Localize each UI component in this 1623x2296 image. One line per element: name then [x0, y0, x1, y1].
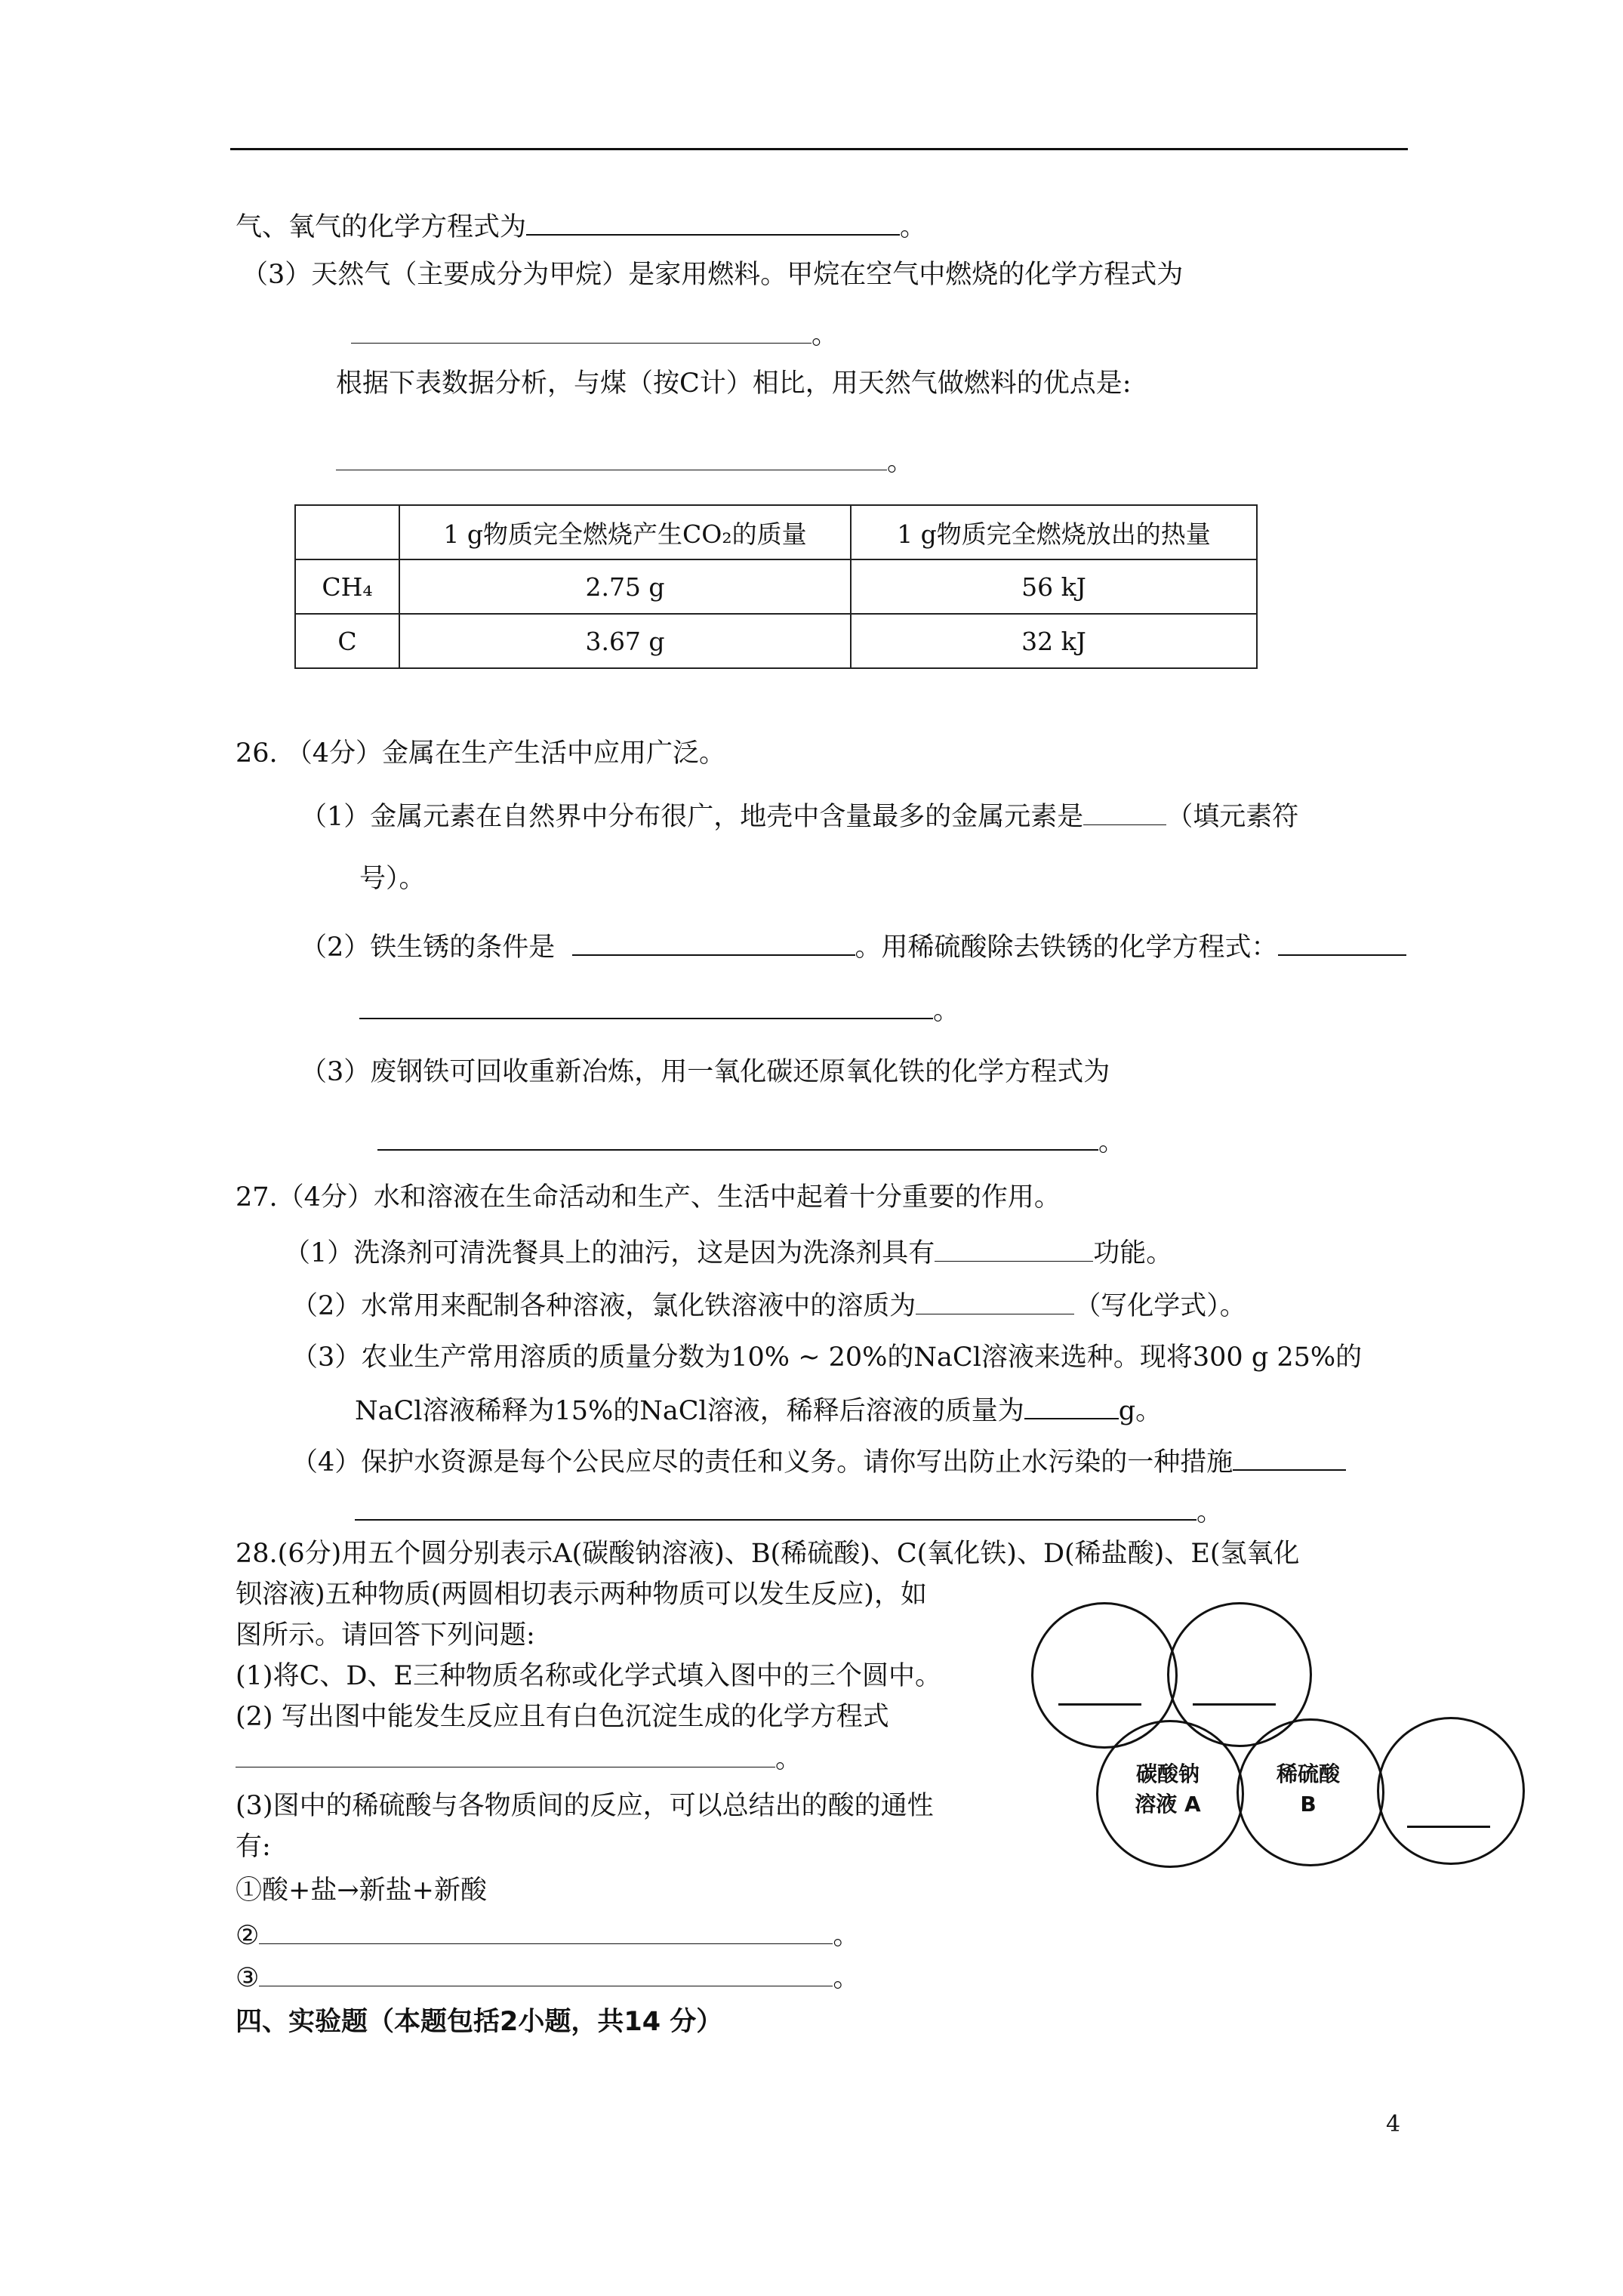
answer-blank[interactable]	[935, 1235, 1093, 1262]
q27-part2-text: （2）水常用来配制各种溶液，氯化铁溶液中的溶质为	[291, 1291, 916, 1321]
q27-part4-text: （4）保护水资源是每个公民应尽的责任和义务。请你写出防止水污染的一种措施	[291, 1447, 1233, 1478]
q28-line2	[236, 1578, 927, 1611]
q26-part1-cont	[359, 862, 426, 895]
q28-line4	[236, 1660, 941, 1693]
q28-item1	[236, 1874, 487, 1907]
answer-blank[interactable]	[916, 1288, 1074, 1314]
q26-title-text: 26. （4分）金属在生产生活中应用广泛。	[236, 738, 726, 769]
circle-answer-blank[interactable]	[1058, 1703, 1141, 1706]
q25-part3-text: （3）天然气（主要成分为甲烷）是家用燃料。甲烷在空气中燃烧的化学方程式为	[242, 260, 1184, 290]
q27-part3	[291, 1341, 1362, 1374]
table-cell: 32 kJ	[851, 614, 1257, 668]
q28-item2-marker: ②	[236, 1921, 260, 1951]
q26-part3-text: （3）废钢铁可回收重新冶炼，用一氧化碳还原氧化铁的化学方程式为	[300, 1057, 1110, 1087]
q25-analysis-text: 根据下表数据分析，与煤（按C计）相比，用天然气做燃料的优点是:	[336, 368, 1132, 399]
q28-item3	[236, 1960, 859, 1995]
q26-part1	[300, 799, 1298, 834]
q25-part3-answer	[351, 317, 838, 352]
q26-part2	[300, 929, 1406, 964]
table-header-cell	[295, 505, 399, 559]
q28-line6-text: (3)图中的稀硫酸与各物质间的反应，可以总结出的酸的通性	[236, 1791, 934, 1821]
table-header-cell: 1 g物质完全燃烧产生CO₂的质量	[399, 505, 851, 559]
answer-blank[interactable]	[377, 1123, 1098, 1151]
answer-blank[interactable]	[236, 1741, 775, 1767]
table-cell: C	[295, 614, 399, 668]
q27-part2	[291, 1288, 1246, 1323]
q26-part1-tail: （填元素符	[1166, 802, 1299, 832]
q27-part1	[284, 1235, 1172, 1270]
q28-line7-text: 有:	[236, 1832, 271, 1862]
circle-a-label	[1096, 1759, 1240, 1820]
header-rule	[230, 148, 1408, 150]
q27-part4-end: 。	[1196, 1497, 1224, 1527]
circle-b-label-line2: B	[1300, 1792, 1317, 1817]
circle-b-label-line1: 稀硫酸	[1276, 1761, 1340, 1786]
table-cell: 2.75 g	[399, 559, 851, 614]
q26-part3-end: 。	[1098, 1127, 1126, 1157]
page-number-text: 4	[1386, 2111, 1401, 2137]
q26-part2-text: （2）铁生锈的条件是	[300, 932, 556, 963]
q27-part3-text: （3）农业生产常用溶质的质量分数为10% ~ 20%的NaCl溶液来选种。现将300 g 25%的	[291, 1342, 1363, 1373]
q26-part3	[300, 1056, 1110, 1089]
q28-line1-text: 28.(6分)用五个圆分别表示A(碳酸钠溶液)、B(稀硫酸)、C(氧化铁)、D(稀盐酸)、E(氢氧化	[236, 1539, 1300, 1569]
q28-line3	[236, 1619, 535, 1652]
q28-line1	[236, 1537, 1300, 1570]
q27-part4-answer	[355, 1493, 1223, 1529]
answer-blank[interactable]	[259, 1960, 833, 1986]
q25-analysis-end: 。	[887, 447, 914, 477]
q27-title-text: 27.（4分）水和溶液在生命活动和生产、生活中起着十分重要的作用。	[236, 1182, 1061, 1213]
q25-line1	[236, 208, 926, 244]
q26-part3-answer	[377, 1123, 1125, 1159]
q28-line5-end: 。	[775, 1744, 802, 1774]
answer-blank[interactable]	[355, 1493, 1196, 1521]
section4-heading	[236, 2005, 722, 2039]
table-cell: 3.67 g	[399, 614, 851, 668]
answer-blank[interactable]	[1278, 929, 1406, 956]
table-cell: 56 kJ	[851, 559, 1257, 614]
q28-line5-text: (2) 写出图中能发生反应且有白色沉淀生成的化学方程式	[236, 1702, 889, 1732]
q25-part3	[242, 258, 1183, 291]
table-row	[295, 614, 1257, 668]
q26-title	[236, 737, 725, 770]
q28-line7	[236, 1830, 271, 1863]
q27-part1-tail: 功能。	[1093, 1238, 1173, 1268]
q26-part1-cont-text: 号）。	[359, 864, 426, 894]
q28-line4-text: (1)将C、D、E三种物质名称或化学式填入图中的三个圆中。	[236, 1661, 941, 1691]
q25-line1-text: 气、氧气的化学方程式为	[236, 212, 527, 242]
q25-analysis	[336, 367, 1132, 400]
q28-line6	[236, 1789, 934, 1823]
q27-part3-cont	[355, 1392, 1162, 1428]
answer-blank[interactable]	[1083, 799, 1166, 825]
q28-line3-text: 图所示。请回答下列问题:	[236, 1620, 535, 1650]
q27-part3-unit: g。	[1118, 1396, 1163, 1426]
q26-part2-end: 。	[933, 996, 960, 1026]
q28-line5-answer	[236, 1741, 802, 1776]
answer-blank[interactable]	[259, 1918, 833, 1944]
q28-item3-marker: ③	[236, 1963, 260, 1993]
circle-a-label-line2: 溶液 A	[1135, 1792, 1201, 1817]
page-number	[1386, 2108, 1400, 2141]
q28-line2-text: 钡溶液)五种物质(两圆相切表示两种物质可以发生反应)，如	[236, 1579, 927, 1610]
q27-part3-cont-text: NaCl溶液稀释为15%的NaCl溶液，稀释后溶液的质量为	[355, 1396, 1024, 1426]
q27-title	[236, 1181, 1061, 1214]
table-header-row	[295, 505, 1257, 559]
circle-answer-blank[interactable]	[1193, 1703, 1276, 1706]
q28-item3-end: 。	[833, 1963, 860, 1993]
combustion-data-table	[294, 504, 1258, 669]
q26-part1-text: （1）金属元素在自然界中分布很广，地壳中含量最多的金属元素是	[300, 802, 1084, 832]
answer-blank[interactable]	[336, 444, 887, 470]
answer-blank[interactable]	[526, 208, 900, 236]
circle-answer-blank[interactable]	[1407, 1826, 1490, 1828]
q27-part2-tail: （写化学式）。	[1074, 1291, 1246, 1321]
circle-b-label	[1236, 1759, 1380, 1820]
q28-item2	[236, 1918, 859, 1952]
circle-right	[1377, 1717, 1525, 1865]
answer-blank[interactable]	[359, 992, 933, 1019]
answer-blank[interactable]	[1233, 1444, 1346, 1471]
q27-part4	[291, 1444, 1346, 1479]
answer-blank[interactable]	[572, 929, 855, 956]
table-row	[295, 559, 1257, 614]
q28-line5	[236, 1700, 889, 1734]
table-header-cell: 1 g物质完全燃烧放出的热量	[851, 505, 1257, 559]
q25-line1-end: 。	[900, 212, 927, 242]
q25-part3-end: 。	[812, 320, 839, 350]
q26-part2-mid: 。用稀硫酸除去铁锈的化学方程式：	[855, 932, 1278, 963]
table-cell: CH₄	[295, 559, 399, 614]
section4-heading-text: 四、实验题（本题包括2小题，共14 分）	[236, 2007, 723, 2037]
q28-item1-text: ①酸+盐→新盐+新酸	[236, 1875, 487, 1906]
answer-blank[interactable]	[351, 317, 812, 344]
circle-a-label-line1: 碳酸钠	[1135, 1761, 1200, 1786]
q25-analysis-answer	[336, 444, 913, 479]
answer-blank[interactable]	[1024, 1392, 1119, 1419]
q27-part1-text: （1）洗涤剂可清洗餐具上的油污，这是因为洗涤剂具有	[284, 1238, 935, 1268]
q28-item2-end: 。	[833, 1921, 860, 1951]
q26-part2-answer	[359, 992, 959, 1028]
